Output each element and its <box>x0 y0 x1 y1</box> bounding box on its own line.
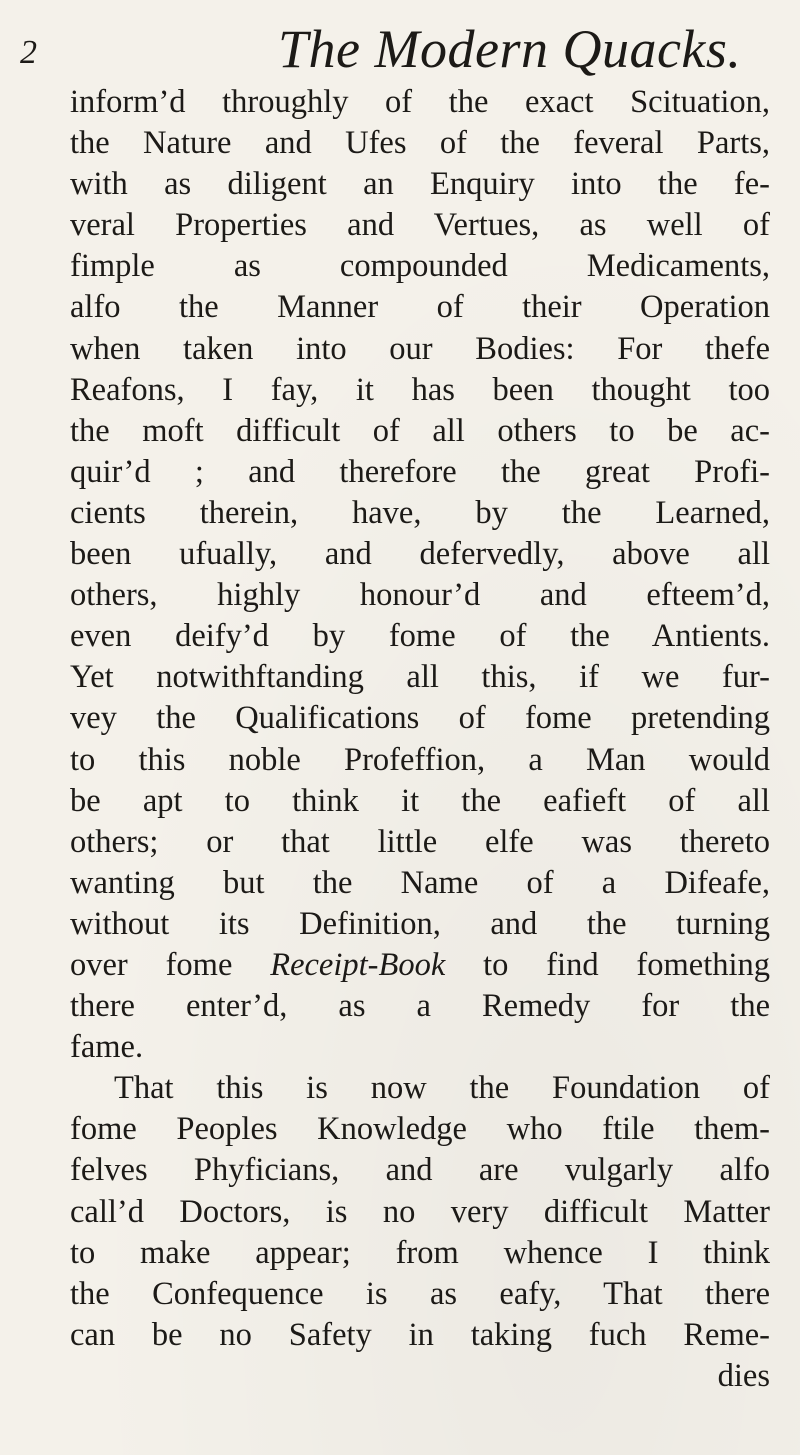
text-line: others, highly honour’d and efteem’d, <box>70 577 770 614</box>
text-line: fimple as compounded Medicaments, <box>70 248 770 285</box>
text-line: with as diligent an Enquiry into the fe- <box>70 166 770 203</box>
page-number: 2 <box>20 34 37 71</box>
text-line: even deify’d by fome of the Antients. <box>70 618 770 655</box>
text-segment: to find fomething <box>483 946 771 983</box>
paragraph-start-line: That this is now the Foundation of <box>114 1070 770 1107</box>
text-line: been ufually, and defervedly, above all <box>70 536 770 573</box>
running-title: The Modern Quacks. <box>278 19 742 79</box>
text-line: the Nature and Ufes of the feveral Parts, <box>70 125 770 162</box>
text-line: without its Definition, and the turning <box>70 905 770 942</box>
text-line: felves Phyficians, and are vulgarly alfo <box>70 1152 770 1189</box>
text-line: the Confequence is as eafy, That there <box>70 1275 770 1312</box>
text-line: when taken into our Bodies: For thefe <box>70 330 770 367</box>
text-line-with-title <box>70 945 770 986</box>
text-line: call’d Doctors, is no very difficult Matter <box>70 1193 770 1230</box>
text-line: quir’d ; and therefore the great Profi- <box>70 453 770 490</box>
text-line: Reafons, I fay, it has been thought too <box>70 371 770 408</box>
text-segment: over fome <box>70 946 233 983</box>
text-line: be apt to think it the eafieft of all <box>70 782 770 819</box>
text-line: the moft difficult of all others to be ac- <box>70 412 770 449</box>
text-line: alfo the Manner of their Operation <box>70 289 770 326</box>
text-line: fome Peoples Knowledge who ftile them- <box>70 1111 770 1148</box>
text-line: Yet notwithftanding all this, if we fur- <box>70 659 770 696</box>
text-line: fame. <box>70 1029 144 1066</box>
text-line: there enter’d, as a Remedy for the <box>70 988 770 1025</box>
book-title-italic: Receipt-Book <box>270 946 446 983</box>
text-line: veral Properties and Vertues, as well of <box>70 207 770 244</box>
text-line: to this noble Profeffion, a Man would <box>70 741 770 778</box>
text-line: others; or that little elfe was thereto <box>70 823 770 860</box>
text-line: can be no Safety in taking fuch Reme- <box>70 1316 770 1353</box>
catchword: dies <box>717 1357 770 1394</box>
text-line: wanting but the Name of a Difeafe, <box>70 864 770 901</box>
body-text <box>70 82 770 1397</box>
page-header <box>20 6 760 86</box>
text-line: vey the Qualifications of fome pretending <box>70 700 770 737</box>
text-line: to make appear; from whence I think <box>70 1234 770 1271</box>
text-line: cients therein, have, by the Learned, <box>70 494 770 531</box>
text-line: inform’d throughly of the exact Scituation, <box>70 84 770 120</box>
